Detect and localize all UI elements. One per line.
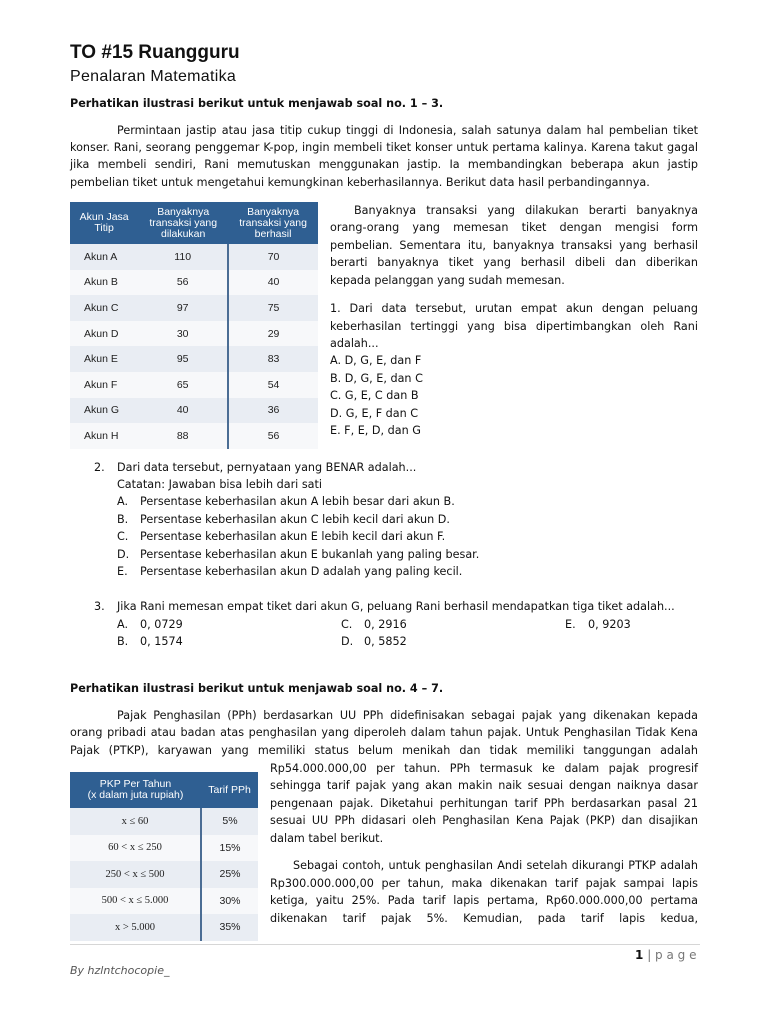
section2-example-line: ketiga, yaitu 25%. Pada tarif lapis pertama, Rp60.000.000,00 pertama: [270, 894, 698, 907]
section1-intro-line: pembelian tiket untuk mengetahui kemungkinan keberhasilannya. Berikut data hasil perbandingannya.: [70, 176, 650, 189]
q1-text: 1. Dari data tersebut, urutan empat akun dengan peluang: [330, 302, 698, 315]
table-row: [70, 321, 318, 347]
table-row: [70, 861, 258, 888]
q3-option-letter: C.: [341, 618, 353, 631]
section2-intro-line: orang pribadi atau badan atas penghasilan yang diperoleh dalam tahun pajak. Untuk Penghasilan Tidak Kena: [70, 726, 698, 739]
q3-number: 3.: [94, 600, 105, 613]
table-cell: 250 < x ≤ 500: [70, 861, 201, 888]
document-title: TO #15 Ruangguru: [70, 42, 240, 63]
section2-side-line: dalam tabel berikut.: [270, 832, 384, 845]
q2-option-text: Persentase keberhasilan akun E bukanlah yang paling besar.: [140, 548, 480, 561]
q2-option-letter: B.: [117, 513, 129, 526]
table-cell: 29: [228, 321, 318, 347]
table-cell: 30%: [201, 888, 258, 915]
table-header-line: PKP Per Tahun: [99, 778, 172, 790]
table-header: Banyaknya transaksi yang dilakukan: [138, 202, 228, 244]
section1-side-line: pembelian. Sementara itu, banyaknya transaksi yang berhasil: [330, 239, 698, 252]
q2-option-letter: E.: [117, 565, 128, 578]
table-cell: 25%: [201, 861, 258, 888]
q2-number: 2.: [94, 461, 105, 474]
q1-option: E. F, E, D, dan G: [330, 424, 421, 437]
section1-intro-line: konser. Rani, seorang penggemar K-pop, ingin membeli tiket konser untuk pertama kalinya. Karena takut gagal: [70, 141, 698, 154]
pph-table: [70, 772, 258, 941]
byline: By hzlntchocopie_: [70, 964, 170, 977]
section2-intro-line: Pajak (PTKP), karyawan yang memiliki status belum menikah dan tidak memiliki tanggungan adalah: [70, 744, 698, 757]
table-cell: 65: [138, 372, 228, 398]
q3-option-text: 0, 0729: [140, 618, 183, 631]
q1-option: A. D, G, E, dan F: [330, 354, 422, 367]
q2-option-letter: C.: [117, 530, 129, 543]
section1-intro-line: jika membeli sendiri, Rani memutuskan menggunakan jastip. Ia membandingkan beberapa akun jastip: [70, 158, 698, 171]
q2-option-text: Persentase keberhasilan akun C lebih kecil dari akun D.: [140, 513, 450, 526]
table-cell: Akun D: [70, 321, 138, 347]
section2-heading: Perhatikan ilustrasi berikut untuk menjawab soal no. 4 – 7.: [70, 682, 444, 695]
table-header: Banyaknya transaksi yang berhasil: [228, 202, 318, 244]
section1-side-line: Banyaknya transaksi yang dilakukan berarti banyaknya: [354, 204, 698, 217]
q2-text: Dari data tersebut, pernyataan yang BENAR adalah...: [117, 461, 417, 474]
page-label: | p a g e: [647, 948, 697, 962]
table-cell: 500 < x ≤ 5.000: [70, 888, 201, 915]
table-cell: 5%: [201, 808, 258, 835]
table-cell: Akun F: [70, 372, 138, 398]
table-cell: 40: [138, 398, 228, 424]
table-cell: 54: [228, 372, 318, 398]
table-row: [70, 835, 258, 862]
section2-example-line: Rp300.000.000,00 per tahun, maka dikenakan tarif pajak sampai lapis: [270, 877, 698, 890]
table-cell: Akun G: [70, 398, 138, 424]
footer-divider: [70, 944, 700, 945]
table-cell: 30: [138, 321, 228, 347]
table-row: [70, 270, 318, 296]
q2-option-text: Persentase keberhasilan akun D adalah yang paling kecil.: [140, 565, 463, 578]
table-cell: 95: [138, 346, 228, 372]
table-header: Akun Jasa Titip: [70, 202, 138, 244]
table-row: [70, 423, 318, 449]
q1-option: D. G, E, F dan C: [330, 407, 419, 420]
table-cell: Akun H: [70, 423, 138, 449]
page-number: 1: [635, 948, 644, 962]
section1-intro-line: Permintaan jastip atau jasa titip cukup tinggi di Indonesia, salah satunya dalam hal pembelian tiket: [117, 124, 698, 137]
q1-text: adalah...: [330, 337, 379, 350]
table-row: [70, 808, 258, 835]
q2-option-letter: D.: [117, 548, 130, 561]
q2-option-text: Persentase keberhasilan akun A lebih besar dari akun B.: [140, 495, 455, 508]
table-cell: Akun C: [70, 295, 138, 321]
q2-option-text: Persentase keberhasilan akun E lebih kecil dari akun F.: [140, 530, 446, 543]
document-subtitle: Penalaran Matematika: [70, 68, 237, 85]
table-cell: 88: [138, 423, 228, 449]
q3-option-text: 0, 1574: [140, 635, 183, 648]
q3-option-text: 0, 2916: [364, 618, 407, 631]
section2-intro-line: Pajak Penghasilan (PPh) berdasarkan UU PPh didefinisakan sebagai pajak yang dikenakan kepada: [117, 709, 698, 722]
table-row: [70, 244, 318, 270]
table-cell: 40: [228, 270, 318, 296]
table-cell: 60 < x ≤ 250: [70, 835, 201, 862]
section2-side-line: Rp54.000.000,00 per tahun. PPh termasuk ke dalam pajak progresif: [270, 762, 698, 775]
q1-text: keberhasilan tertinggi yang bisa dipertimbangkan oleh Rani: [330, 320, 698, 333]
table-cell: 36: [228, 398, 318, 424]
table-cell: 97: [138, 295, 228, 321]
table-cell: Akun E: [70, 346, 138, 372]
table-header: [70, 772, 201, 808]
table-cell: 35%: [201, 914, 258, 941]
q3-option-letter: D.: [341, 635, 354, 648]
section1-heading: Perhatikan ilustrasi berikut untuk menjawab soal no. 1 – 3.: [70, 97, 444, 110]
jastip-table: [70, 202, 318, 449]
table-cell: x > 5.000: [70, 914, 201, 941]
section2-example-line: Sebagai contoh, untuk penghasilan Andi setelah dikurangi PTKP adalah: [293, 859, 698, 872]
table-cell: 75: [228, 295, 318, 321]
q3-text: Jika Rani memesan empat tiket dari akun G, peluang Rani berhasil mendapatkan tiga tiket adalah...: [117, 600, 675, 613]
table-header: Tarif PPh: [201, 772, 258, 808]
table-row: [70, 372, 318, 398]
table-cell: 110: [138, 244, 228, 270]
q2-note: Catatan: Jawaban bisa lebih dari sati: [117, 478, 323, 491]
table-cell: 15%: [201, 835, 258, 862]
table-row: [70, 295, 318, 321]
page-number-block: [635, 948, 696, 962]
table-cell: Akun A: [70, 244, 138, 270]
q3-option-letter: A.: [117, 618, 129, 631]
table-row: [70, 888, 258, 915]
table-cell: x ≤ 60: [70, 808, 201, 835]
table-cell: 70: [228, 244, 318, 270]
q3-option-text: 0, 5852: [364, 635, 407, 648]
table-cell: 83: [228, 346, 318, 372]
section2-side-line: sehingga tarif pajak yang akan makin naik sesuai dengan naiknya dasar: [270, 779, 698, 792]
q1-option: C. G, E, C dan B: [330, 389, 419, 402]
q3-option-letter: B.: [117, 635, 129, 648]
table-row: [70, 914, 258, 941]
section1-side-line: orang-orang yang memesan tiket dengan mengisi form: [330, 221, 698, 234]
table-cell: 56: [138, 270, 228, 296]
table-row: [70, 398, 318, 424]
section1-side-line: berarti banyaknya tiket yang berhasil dibeli dan diberikan: [330, 256, 698, 269]
table-cell: 56: [228, 423, 318, 449]
q3-option-text: 0, 9203: [588, 618, 631, 631]
section2-example-line: dikenakan tarif pajak 5%. Kemudian, pada tarif lapis kedua,: [270, 912, 698, 925]
table-header-line: (x dalam juta rupiah): [87, 789, 184, 801]
section1-side-line: kepada pelanggan yang sudah memesan.: [330, 274, 565, 287]
q3-option-letter: E.: [565, 618, 576, 631]
table-cell: Akun B: [70, 270, 138, 296]
table-row: [70, 346, 318, 372]
q2-option-letter: A.: [117, 495, 129, 508]
section2-side-line: pengenaan pajak. Diketahui perhitungan tarif PPh berdasarkan pasal 21: [270, 797, 698, 810]
q1-option: B. D, G, E, dan C: [330, 372, 423, 385]
section2-side-line: sesuai UU PPh didasari oleh Penghasilan Kena Pajak (PKP) dan disajikan: [270, 814, 698, 827]
